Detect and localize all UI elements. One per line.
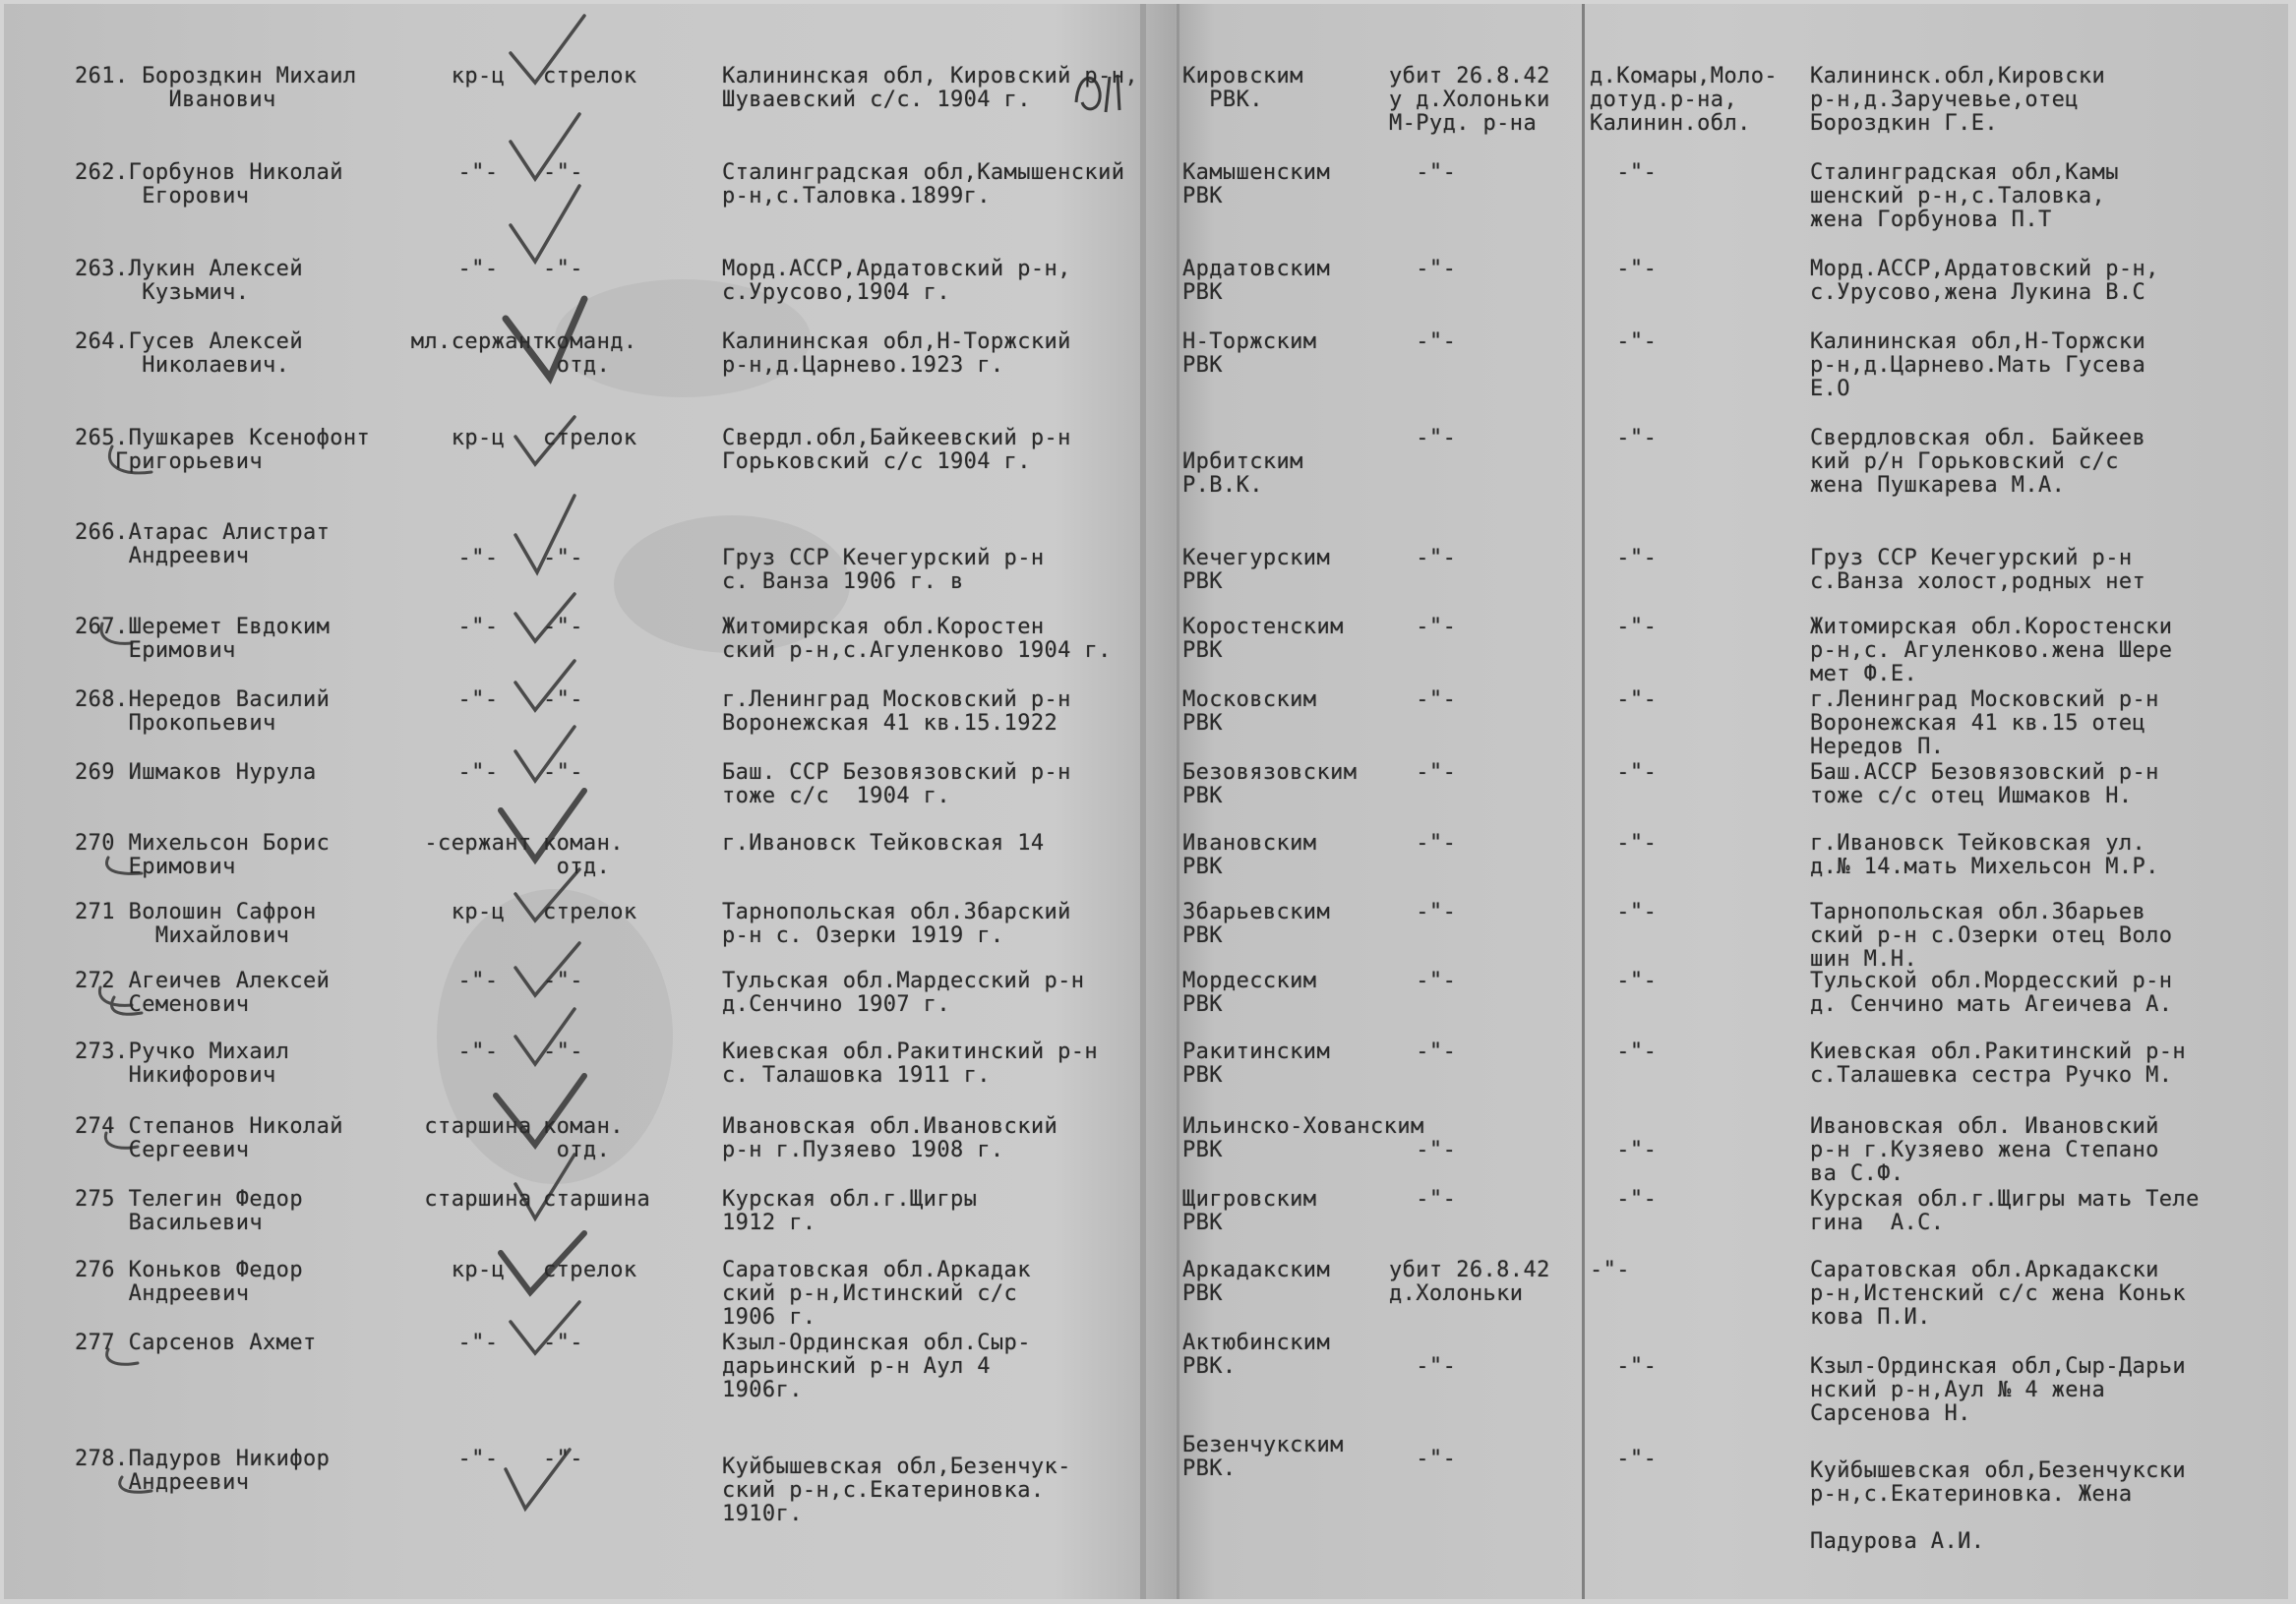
birthplace-year: Калининская обл,Н-Торжский р-н,д.Царнево.1923 г. <box>722 329 1071 378</box>
soldier-position: стрелок <box>543 1258 637 1282</box>
soldier-name: 262.Горбунов Николай Егорович <box>75 160 343 208</box>
death-info: -"- <box>1389 1138 1457 1162</box>
soldier-name: 267.Шеремет Евдоким Еримович <box>75 615 331 663</box>
draft-office: Збарьевским РВК <box>1182 900 1331 948</box>
soldier-position: стрелок <box>543 426 637 450</box>
draft-office: Ракитинским РВК <box>1182 1040 1331 1088</box>
burial-place: -"- <box>1590 1354 1658 1379</box>
next-of-kin: Морд.АССР,Ардатовский р-н, с.Урусово,жена Лукина В.С <box>1810 257 2159 305</box>
draft-office: Щигровским РВК <box>1182 1187 1317 1235</box>
soldier-name: 269 Ишмаков Нурула <box>75 760 317 785</box>
document-sheet <box>4 4 2288 1599</box>
soldier-position: -"- <box>543 1040 583 1064</box>
soldier-position: -"- <box>543 546 583 570</box>
soldier-name: 275 Телегин Федор Васильевич <box>75 1187 303 1235</box>
next-of-kin: г.Ивановск Тейковская ул. д.№ 14.мать Михельсон М.Р. <box>1810 831 2159 879</box>
record-row <box>4 1332 2288 1450</box>
soldier-position: коман. отд. <box>543 831 624 879</box>
next-of-kin: Калининская обл,Н-Торжски р-н,д.Царнево.Мать Гусева Е.О <box>1810 329 2146 401</box>
draft-office: Кечегурским РВК <box>1182 546 1331 594</box>
soldier-rank: -"- <box>457 257 499 281</box>
next-of-kin: Сталинградская обл,Камы шенский р-н,с.Таловка, жена Горбунова П.Т <box>1810 160 2119 232</box>
death-info: -"- <box>1389 969 1457 993</box>
soldier-position: -"- <box>543 257 583 281</box>
next-of-kin: Тульской обл.Мордесский р-н д. Сенчино мать Агеичева А. <box>1810 969 2173 1017</box>
soldier-position: -"- <box>543 969 583 993</box>
death-info: -"- <box>1389 900 1457 924</box>
burial-place: -"- <box>1590 687 1658 712</box>
birthplace-year: Кзыл-Ординская обл.Сыр- дарьинский р-н Аул 4 1906г. <box>722 1331 1031 1402</box>
death-info: -"- <box>1389 546 1457 570</box>
birthplace-year: Тульская обл.Мардесский р-н д.Сенчино 1907 г. <box>722 969 1085 1017</box>
burial-place: -"- <box>1590 1258 1630 1282</box>
soldier-position: -"- <box>543 760 583 785</box>
soldier-rank: старшина <box>424 1114 532 1139</box>
soldier-rank: -"- <box>457 546 499 570</box>
birthplace-year: Баш. ССР Безовязовский р-н тоже с/с 1904 г. <box>722 760 1071 808</box>
draft-office: Ардатовским РВК <box>1182 257 1331 305</box>
death-info: -"- <box>1389 1040 1457 1064</box>
burial-place: -"- <box>1590 1040 1658 1064</box>
soldier-name: 263.Лукин Алексей Кузьмич. <box>75 257 303 305</box>
soldier-rank: кр-ц <box>451 426 506 450</box>
soldier-rank: -сержант <box>424 831 532 856</box>
burial-place: -"- <box>1590 900 1658 924</box>
draft-office: Безенчукским РВК. <box>1182 1433 1344 1481</box>
death-info: -"- <box>1389 160 1457 185</box>
burial-place: -"- <box>1590 546 1658 570</box>
next-of-kin: Саратовская обл.Аркадакски р-н,Истенский с/с жена Коньк кова П.И. <box>1810 1258 2187 1330</box>
soldier-rank: -"- <box>457 687 499 712</box>
soldier-position: коман. отд. <box>543 1114 624 1162</box>
draft-office: Московским РВК <box>1182 687 1317 736</box>
soldier-name: 268.Нередов Василий Прокопьевич <box>75 687 331 736</box>
birthplace-year: Сталинградская обл,Камышенский р-н,с.Таловка.1899г. <box>722 160 1125 208</box>
death-info: убит 26.8.42 у д.Холоньки М-Руд. р-на <box>1389 64 1550 136</box>
draft-office: Коростенским РВК <box>1182 615 1344 663</box>
draft-office: Безовязовским РВК <box>1182 760 1358 808</box>
next-of-kin: Куйбышевская обл,Безенчукски р-н,с.Екатериновка. Жена Падурова А.И. <box>1810 1458 2187 1554</box>
soldier-name: 278.Падуров Никифор Андреевич <box>75 1447 331 1495</box>
burial-place: д.Комары,Моло- дотуд.р-на, Калинин.обл. <box>1590 64 1779 136</box>
soldier-rank: -"- <box>457 1447 499 1471</box>
soldier-rank: -"- <box>457 160 499 185</box>
soldier-rank: кр-ц <box>451 900 506 924</box>
soldier-rank: -"- <box>457 615 499 639</box>
burial-place: -"- <box>1590 1447 1658 1471</box>
draft-office: Мордесским РВК <box>1182 969 1317 1017</box>
soldier-position: -"- <box>543 160 583 185</box>
death-info: -"- <box>1389 687 1457 712</box>
death-info: -"- <box>1389 615 1457 639</box>
death-info: -"- <box>1389 1354 1457 1379</box>
birthplace-year: Морд.АССР,Ардатовский р-н, с.Урусово,1904 г. <box>722 257 1071 305</box>
burial-place: -"- <box>1590 760 1658 785</box>
draft-office: Камышенским РВК <box>1182 160 1331 208</box>
soldier-name: 265.Пушкарев Ксенофонт Григорьевич <box>75 426 371 474</box>
next-of-kin: Ивановская обл. Ивановский р-н г.Кузяево жена Степано ва С.Ф. <box>1810 1114 2159 1186</box>
soldier-rank: мл.сержант <box>410 329 546 354</box>
death-info: -"- <box>1389 1447 1457 1471</box>
soldier-position: -"- <box>543 615 583 639</box>
next-of-kin: Тарнопольская обл.Збарьев ский р-н с.Озерки отец Воло шин М.Н. <box>1810 900 2173 972</box>
birthplace-year: Саратовская обл.Аркадак ский р-н,Истинский с/с 1906 г. <box>722 1258 1031 1330</box>
birthplace-year: Свердл.обл,Байкеевский р-н Горьковский с/с 1904 г. <box>722 426 1071 474</box>
soldier-position: -"- <box>543 1447 583 1471</box>
burial-place: -"- <box>1590 969 1658 993</box>
next-of-kin: Баш.АССР Безовязовский р-н тоже с/с отец Ишмаков Н. <box>1810 760 2159 808</box>
soldier-position: стрелок <box>543 64 637 89</box>
death-info: -"- <box>1389 257 1457 281</box>
next-of-kin: Житомирская обл.Коростенски р-н,с. Агуленково.жена Шере мет Ф.Е. <box>1810 615 2173 686</box>
draft-office: Н-Торжским РВК <box>1182 329 1317 378</box>
death-info: убит 26.8.42 д.Холоньки <box>1389 1258 1550 1306</box>
soldier-rank: кр-ц <box>451 1258 506 1282</box>
draft-office: Актюбинским РВК. <box>1182 1331 1331 1379</box>
birthplace-year: Житомирская обл.Коростен ский р-н,с.Агуленково 1904 г. <box>722 615 1112 663</box>
next-of-kin: Калининск.обл,Кировски р-н,д.Заручевье,отец Бороздкин Г.Е. <box>1810 64 2106 136</box>
next-of-kin: Кзыл-Ординская обл,Сыр-Дарьи нский р-н,Аул № 4 жена Сарсенова Н. <box>1810 1354 2187 1426</box>
death-info: -"- <box>1389 831 1457 856</box>
soldier-name: 266.Атарас Алистрат Андреевич <box>75 520 331 568</box>
soldier-rank: -"- <box>457 969 499 993</box>
record-row <box>4 1433 2288 1566</box>
draft-office: Кировским РВК. <box>1182 64 1303 112</box>
birthplace-year: г.Ивановск Тейковская 14 <box>722 831 1045 856</box>
burial-place: -"- <box>1590 257 1658 281</box>
next-of-kin: Груз ССР Кечегурский р-н с.Ванза холост,родных нет <box>1810 546 2146 594</box>
soldier-position: команд. отд. <box>543 329 637 378</box>
birthplace-year: Ивановская обл.Ивановский р-н г.Пузяево 1908 г. <box>722 1114 1058 1162</box>
soldier-rank: -"- <box>457 1040 499 1064</box>
soldier-rank: -"- <box>457 1331 499 1355</box>
soldier-name: 270 Михельсон Борис Еримович <box>75 831 331 879</box>
soldier-name: 276 Коньков Федор Андреевич <box>75 1258 303 1306</box>
soldier-name: 264.Гусев Алексей Николаевич. <box>75 329 303 378</box>
death-info: -"- <box>1389 760 1457 785</box>
burial-place: -"- <box>1590 329 1658 354</box>
draft-office: Аркадакским РВК <box>1182 1258 1331 1306</box>
soldier-position: старшина <box>543 1187 651 1212</box>
birthplace-year: Калининская обл, Кировский р-н, Шуваевский с/с. 1904 г. <box>722 64 1138 112</box>
burial-place: -"- <box>1590 426 1658 450</box>
soldier-position: стрелок <box>543 900 637 924</box>
soldier-position: -"- <box>543 687 583 712</box>
death-info: -"- <box>1389 329 1457 354</box>
soldier-name: 274 Степанов Николай Сергеевич <box>75 1114 343 1162</box>
draft-office: Ирбитским Р.В.К. <box>1182 449 1303 498</box>
burial-place: -"- <box>1590 160 1658 185</box>
soldier-name: 272 Агеичев Алексей Семенович <box>75 969 331 1017</box>
birthplace-year: Куйбышевская обл,Безенчук- ский р-н,с.Екатериновка. 1910г. <box>722 1455 1071 1526</box>
birthplace-year: Тарнопольская обл.Збарский р-н с. Озерки 1919 г. <box>722 900 1071 948</box>
soldier-rank: кр-ц <box>451 64 506 89</box>
burial-place: -"- <box>1590 1138 1658 1162</box>
burial-place: -"- <box>1590 615 1658 639</box>
next-of-kin: г.Ленинград Московский р-н Воронежская 41 кв.15 отец Нередов П. <box>1810 687 2159 759</box>
draft-office: Ильинско-Хованским РВК <box>1182 1114 1424 1162</box>
next-of-kin: Курская обл.г.Щигры мать Теле гина А.С. <box>1810 1187 2200 1235</box>
birthplace-year: г.Ленинград Московский р-н Воронежская 41 кв.15.1922 <box>722 687 1071 736</box>
soldier-rank: старшина <box>424 1187 532 1212</box>
birthplace-year: Груз ССР Кечегурский р-н с. Ванза 1906 г. в <box>722 546 1045 594</box>
soldier-name: 271 Волошин Сафрон Михайлович <box>75 900 317 948</box>
birthplace-year: Киевская обл.Ракитинский р-н с. Талашовка 1911 г. <box>722 1040 1099 1088</box>
soldier-name: 273.Ручко Михаил Никифорович <box>75 1040 290 1088</box>
death-info: -"- <box>1389 426 1457 450</box>
soldier-name: 261. Бороздкин Михаил Иванович <box>75 64 357 112</box>
burial-place: -"- <box>1590 831 1658 856</box>
draft-office: Ивановским РВК <box>1182 831 1317 879</box>
next-of-kin: Свердловская обл. Байкеев кий р/н Горьковский с/с жена Пушкарева М.А. <box>1810 426 2146 498</box>
death-info: -"- <box>1389 1187 1457 1212</box>
birthplace-year: Курская обл.г.Щигры 1912 г. <box>722 1187 978 1235</box>
burial-place: -"- <box>1590 1187 1658 1212</box>
next-of-kin: Киевская обл.Ракитинский р-н с.Талашевка сестра Ручко М. <box>1810 1040 2187 1088</box>
soldier-position: -"- <box>543 1331 583 1355</box>
soldier-rank: -"- <box>457 760 499 785</box>
soldier-name: 277 Сарсенов Ахмет <box>75 1331 317 1355</box>
